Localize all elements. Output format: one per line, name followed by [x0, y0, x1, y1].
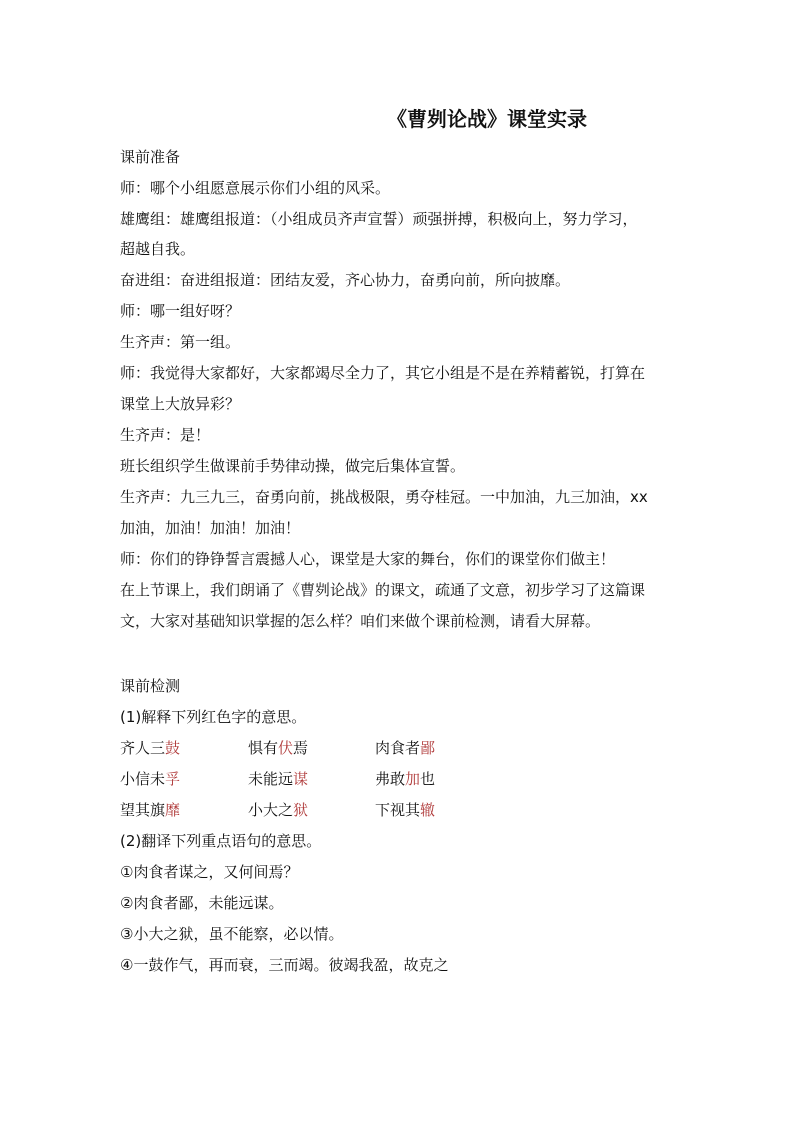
vocab-item: 齐人三鼓: [120, 739, 181, 757]
highlighted-char: 狱: [293, 801, 309, 819]
vocab-item: 弗敢加也: [375, 770, 436, 788]
paragraph-line: 师：哪一组好呀？: [120, 302, 241, 320]
question-1: (1)解释下列红色字的意思。: [120, 708, 307, 726]
highlighted-char: 鼓: [165, 739, 181, 757]
paragraph-line: 生齐声：第一组。: [120, 333, 241, 351]
section-heading: 课前检测: [120, 677, 181, 695]
paragraph-line: 课堂上大放异彩？: [120, 395, 241, 413]
sentence-item: ①肉食者谋之，又何间焉？: [120, 863, 299, 881]
sentence-item: ④一鼓作气，再而衰，三而竭。彼竭我盈，故克之: [120, 956, 449, 974]
paragraph-line: 生齐声：是！: [120, 426, 211, 444]
highlighted-char: 谋: [293, 770, 309, 788]
paragraph-line: 奋进组：奋进组报道：团结友爱，齐心协力，奋勇向前，所向披靡。: [120, 271, 571, 289]
paragraph-line: 雄鹰组：雄鹰组报道：（小组成员齐声宣誓）顽强拼搏，积极向上，努力学习，: [120, 210, 638, 228]
highlighted-char: 孚: [165, 770, 181, 788]
document-title: 《曹刿论战》课堂实录: [387, 107, 587, 131]
vocab-item: 下视其辙: [375, 801, 436, 819]
highlighted-char: 鄙: [420, 739, 436, 757]
vocab-item: 小大之狱: [248, 801, 309, 819]
vocab-item: 未能远谋: [248, 770, 309, 788]
vocab-item: 惧有伏焉: [248, 739, 309, 757]
sentence-item: ②肉食者鄙，未能远谋。: [120, 894, 284, 912]
paragraph-line: 师：哪个小组愿意展示你们小组的风采。: [120, 179, 391, 197]
highlighted-char: 加: [405, 770, 421, 788]
paragraph-line: 加油，加油！加油！加油！: [120, 519, 301, 537]
paragraph-line: 师：我觉得大家都好，大家都竭尽全力了，其它小组是不是在养精蓄锐，打算在: [120, 364, 646, 382]
paragraph-line: 文，大家对基础知识掌握的怎么样？咱们来做个课前检测，请看大屏幕。: [120, 612, 601, 630]
highlighted-char: 靡: [165, 801, 181, 819]
question-2: (2)翻译下列重点语句的意思。: [120, 832, 322, 850]
sentence-item: ③小大之狱，虽不能察，必以情。: [120, 925, 344, 943]
paragraph-line: 生齐声：九三九三，奋勇向前，挑战极限，勇夺桂冠。一中加油，九三加油，xx: [120, 488, 648, 506]
highlighted-char: 伏: [278, 739, 294, 757]
paragraph-line: 在上节课上，我们朗诵了《曹刿论战》的课文，疏通了文意，初步学习了这篇课: [120, 581, 646, 599]
paragraph-line: 师：你们的铮铮誓言震撼人心，课堂是大家的舞台，你们的课堂你们做主！: [120, 550, 616, 568]
paragraph-line: 课前准备: [120, 148, 181, 166]
vocab-item: 肉食者鄙: [375, 739, 436, 757]
highlighted-char: 辙: [420, 801, 436, 819]
paragraph-line: 班长组织学生做课前手势律动操，做完后集体宣誓。: [120, 457, 466, 475]
vocab-item: 小信未孚: [120, 770, 181, 788]
paragraph-line: 超越自我。: [120, 240, 196, 258]
vocab-item: 望其旗靡: [120, 801, 181, 819]
